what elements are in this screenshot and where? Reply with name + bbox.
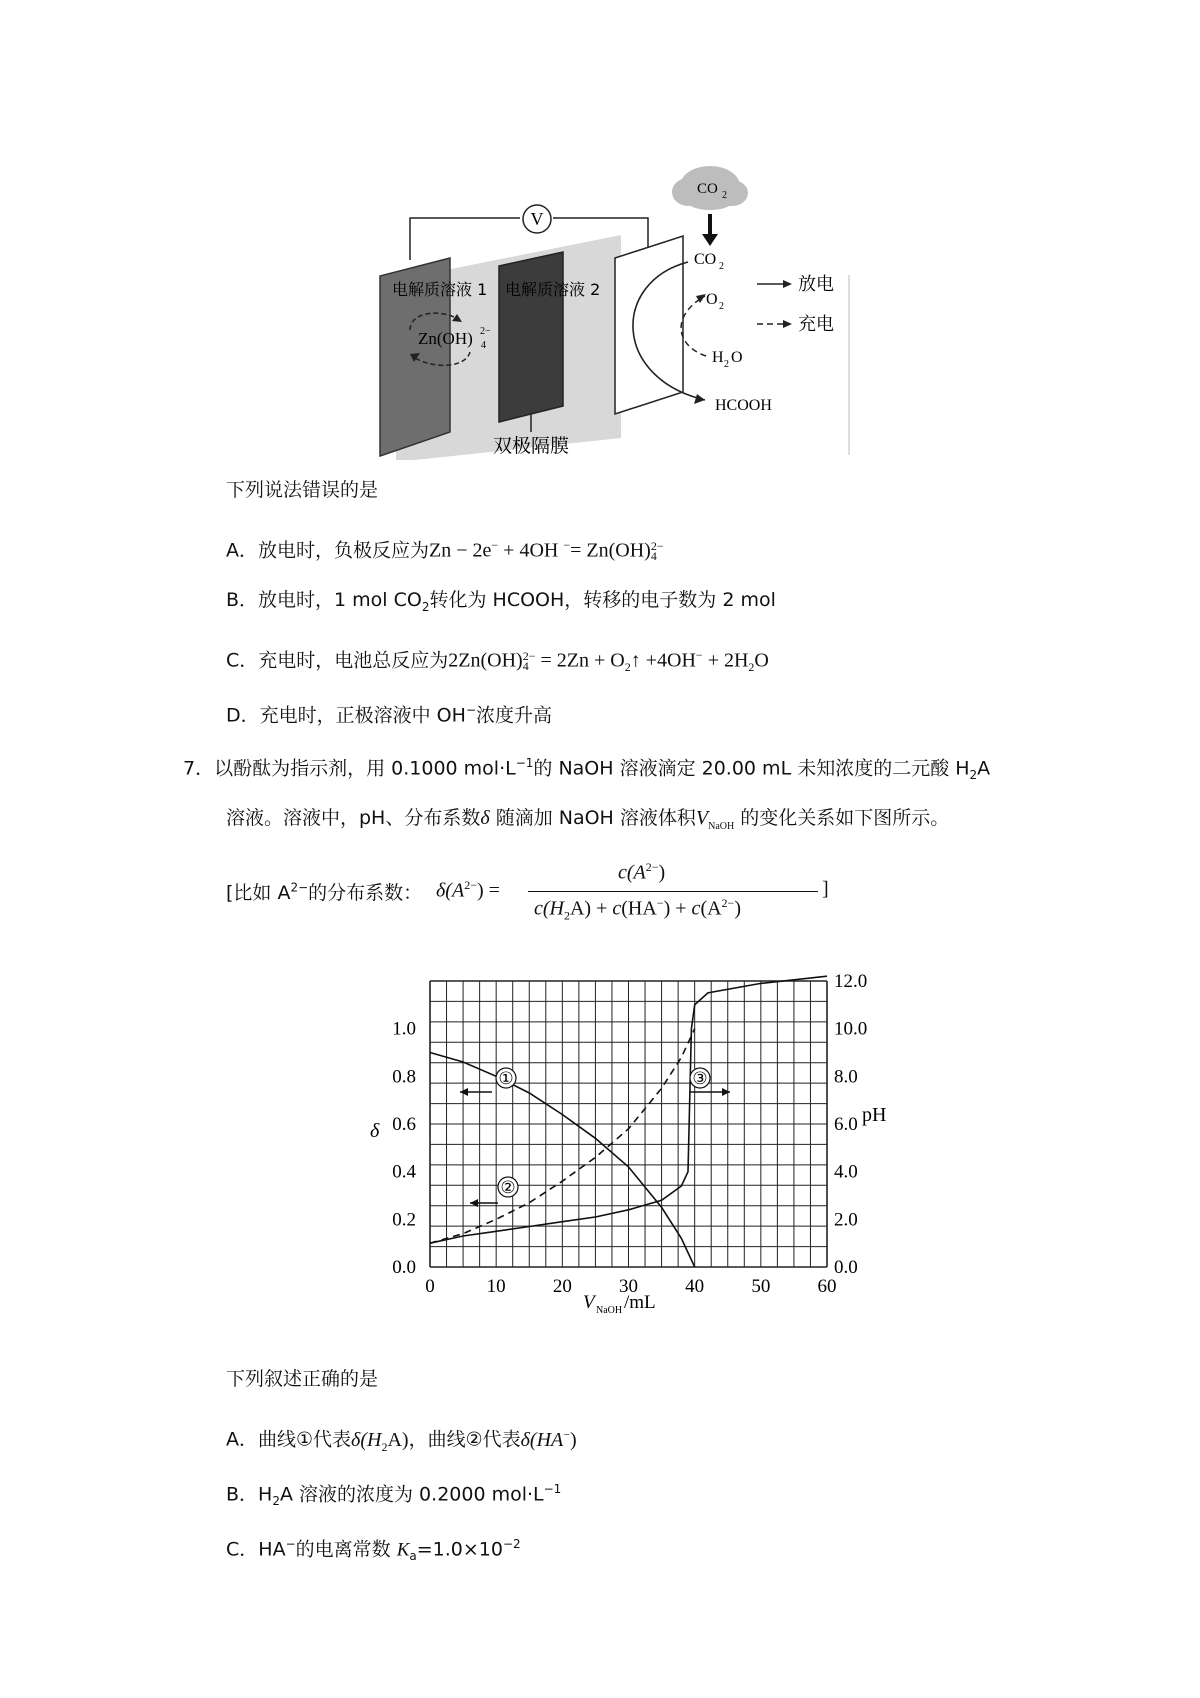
q6-option-d: D．充电时，正极溶液中 OH−浓度升高: [226, 703, 553, 727]
q7-text-line1: 7．以酚酞为指示剂，用 0.1000 $mol\cdot L^{-1}$的 NaOH 溶液滴定 20.00 mL 未知浓度的二元酸 $H_2A$: [183, 756, 991, 783]
electrolyte2-label: 电解质溶液 2: [505, 280, 601, 299]
legend-discharge-label: 放电: [798, 274, 834, 295]
x-tick-label: 10: [486, 1276, 506, 1297]
svg-text:4: 4: [481, 340, 486, 351]
y-axis-left-label: δ: [370, 1120, 380, 1142]
svg-text:2: 2: [724, 359, 729, 370]
hcooh-label: HCOOH: [715, 397, 772, 414]
right-tick-label: 10.0: [834, 1018, 868, 1040]
curve-marker-3: ③: [692, 1069, 708, 1088]
o2-label: O: [706, 291, 718, 308]
svg-text:Zn(OH): Zn(OH): [418, 329, 473, 348]
x-axis-label-sub: NaOH: [596, 1305, 623, 1316]
right-tick-label: 0.0: [834, 1257, 858, 1278]
x-tick-label: 40: [685, 1276, 705, 1297]
co2-label: CO: [694, 251, 717, 268]
right-tick-label: 2.0: [834, 1209, 858, 1231]
left-tick-label: 0.6: [392, 1114, 416, 1135]
membrane-label: 双极隔膜: [492, 435, 570, 457]
legend-charge-label: 充电: [798, 314, 834, 335]
q6-option-b: B．放电时，1 mol $CO_2$转化为 HCOOH，转移的电子数为 2 mol: [226, 589, 776, 614]
q6-option-a: A．放电时，负极反应为Zn − 2e− + 4OH −= Zn(OH) 2− 4: [226, 538, 664, 563]
svg-text:2: 2: [719, 301, 724, 312]
x-axis-label-unit: /mL: [624, 1292, 656, 1313]
x-tick-label: 0: [425, 1276, 435, 1297]
right-tick-label: 12.0: [834, 971, 868, 992]
marker-1-arrow-head: [460, 1088, 468, 1096]
electrolyte1-label: 电解质溶液 1: [392, 280, 488, 299]
q6-option-c: C．充电时，电池总反应为2Zn(OH) 2− 4 = $2Zn + O_2↑ +4OH^- + 2H_2O$: [226, 648, 769, 675]
x-axis-label: V: [583, 1292, 595, 1313]
x-tick-label: 30: [619, 1276, 638, 1297]
x-tick-label: 50: [751, 1276, 771, 1297]
y-axis-right-label: pH: [862, 1104, 887, 1126]
left-tick-label: 1.0: [392, 1018, 416, 1040]
chart-grid: [430, 981, 827, 1267]
q7-option-b: B．$H_2A$ 溶液的浓度为 0.2000 $mol\cdot L^{-1}$: [226, 1482, 562, 1509]
q7-option-c: C．HA−的电离常数 $K_a=1.0\times 10^{-2}$: [226, 1537, 521, 1564]
right-tick-label: 4.0: [834, 1161, 858, 1183]
x-tick-label: 20: [552, 1276, 572, 1297]
right-tick-label: 8.0: [834, 1066, 858, 1088]
x-tick-label: 60: [817, 1276, 837, 1297]
svg-text:2−: 2−: [480, 326, 491, 337]
svg-text:CO: CO: [697, 181, 718, 197]
curve-marker-2: ②: [500, 1178, 516, 1197]
voltmeter-label: V: [530, 209, 544, 229]
svg-text:2: 2: [719, 261, 724, 272]
q6-prompt: 下列说法错误的是: [226, 479, 379, 501]
q7-prompt: 下列叙述正确的是: [226, 1368, 379, 1390]
marker-3-arrow-head: [722, 1088, 730, 1096]
h2o-label: H: [712, 349, 724, 366]
q7-text-line2: 溶液。溶液中，pH、分布系数δ 随滴加 NaOH 溶液体积$V_{NaOH}$ 的变化关系如下图所示。: [226, 807, 950, 832]
left-tick-label: 0.0: [392, 1257, 416, 1278]
right-tick-label: 6.0: [834, 1114, 858, 1135]
svg-text:O: O: [731, 349, 743, 366]
left-tick-label: 0.2: [392, 1209, 416, 1231]
left-tick-label: 0.4: [392, 1161, 416, 1183]
left-tick-label: 0.8: [392, 1066, 416, 1088]
q7-option-a: A．曲线①代表$\delta(H_2A)$，曲线②代表δ(HA−): [226, 1427, 577, 1454]
curve-marker-1: ①: [498, 1069, 514, 1088]
svg-text:2: 2: [722, 190, 727, 201]
